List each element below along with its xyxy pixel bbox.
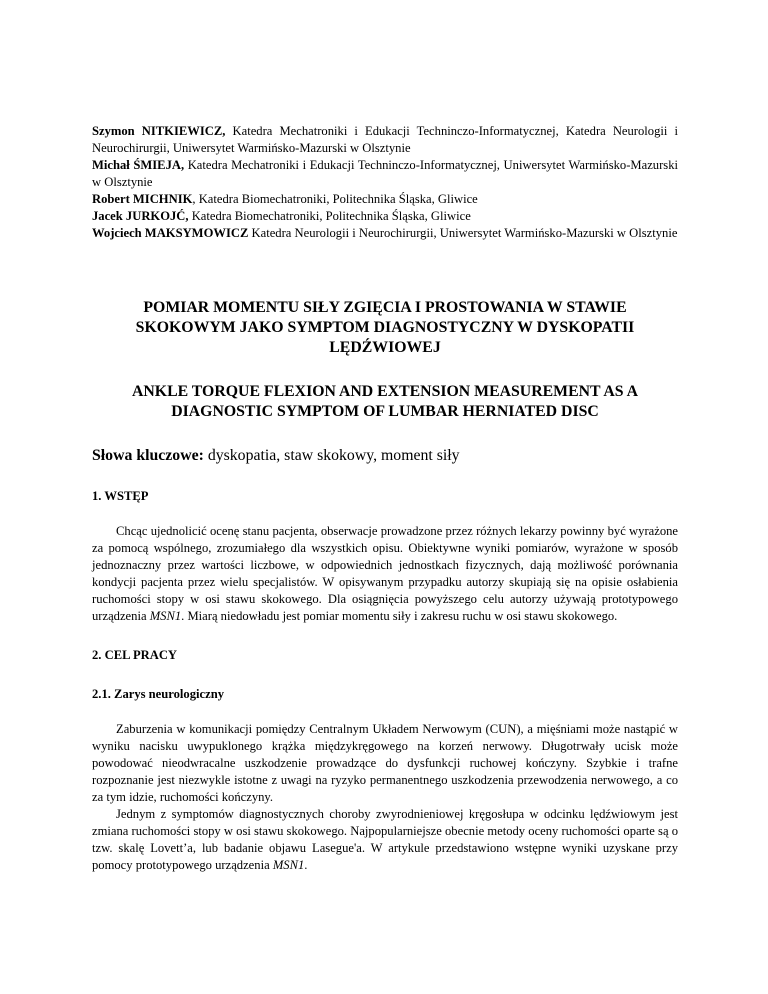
- paragraph-text: Chcąc ujednolicić ocenę stanu pacjenta, obserwacje prowadzone przez różnych lekarzy powinny być wyrażone za pomocą wspólnego, zrozumiałego dla wszystkich opisu. Obiektywne wyniki pomiarów, wyrażone w sposób jednoznaczny przez wartości liczbowe, w odpowiednich jednostkach fizycznych, dają możliwość porównania kondycji pacjenta przez wielu specjalistów. W opisywanym przypadku autorzy skupiają się na opisie osłabienia ruchomości stopy w osi stawu skokowego. Dla osiągnięcia powyższego celu autorzy używają prototypowego urządzenia: [92, 524, 678, 623]
- author-entry: [92, 157, 678, 191]
- paragraph-text: .: [304, 858, 308, 872]
- author-affiliation: Katedra Mechatroniki i Edukacji Techninczo-Informatycznej, Uniwersytet Warmińsko-Mazurski w Olsztynie: [92, 158, 678, 189]
- author-entry: [92, 123, 678, 157]
- keywords-text: dyskopatia, staw skokowy, moment siły: [203, 447, 460, 464]
- author-entry: [92, 225, 678, 242]
- document-page: [92, 123, 678, 874]
- device-name: MSN1: [149, 609, 182, 623]
- author-name: Jacek JURKOJĆ,: [92, 209, 189, 223]
- paragraph-text: . Miarą niedowładu jest pomiar momentu siły i zakresu ruchu w osi stawu skokowego.: [181, 609, 618, 623]
- introduction-paragraph: [92, 523, 678, 625]
- subsection-heading-neurological: 2.1. Zarys neurologiczny: [92, 687, 225, 701]
- author-affiliation: Katedra Neurologii i Neurochirurgii, Uniwersytet Warmińsko-Mazurski w Olsztynie: [248, 226, 678, 240]
- author-name: Robert MICHNIK: [92, 192, 193, 206]
- paper-title-english: ANKLE TORQUE FLEXION AND EXTENSION MEASUREMENT AS A DIAGNOSTIC SYMPTOM OF LUMBAR HERNIATED DISC: [131, 383, 639, 420]
- author-entry: [92, 191, 678, 208]
- paragraph-text: Jednym z symptomów diagnostycznych choroby zwyrodnieniowej kręgosłupa w odcinku lędźwiowym jest zmiana ruchomości stopy w osi stawu skokowego. Najpopularniejsze obecnie metody oceny ruchomości oparte są o tzw. skalę Lovett’a, lub badanie objawu Lasegue'a. W artykule przedstawiono wstępne wyniki uzyskane przy pomocy prototypowego urządzenia: [92, 807, 678, 872]
- paper-title-polish: POMIAR MOMENTU SIŁY ZGIĘCIA I PROSTOWANIA W STAWIE SKOKOWYM JAKO SYMPTOM DIAGNOSTYCZNY W DYSKOPATII LĘDŹWIOWEJ: [135, 299, 635, 356]
- neurological-paragraph: Zaburzenia w komunikacji pomiędzy Centralnym Układem Nerwowym (CUN), a mięśniami może nastąpić w wyniku nacisku uwypuklonego krążka międzykręgowego na korzeń nerwowy. Długotrwały ucisk może powodować nieodwracalne uszkodzenie prowadzące do dysfunkcji ruchowej kończyny. Szybkie i trafne rozpoznanie jest niezwykle istotne z uwagi na ryzyko permanentnego uszkodzenia przewodzenia nerwowego, a co za tym idzie, ruchomości kończyny.: [92, 722, 678, 804]
- author-name: Szymon NITKIEWICZ,: [92, 124, 226, 138]
- author-entry: [92, 208, 678, 225]
- keywords-line: [92, 446, 678, 466]
- device-name: MSN1: [272, 858, 305, 872]
- section-heading-aim: 2. CEL PRACY: [92, 648, 178, 662]
- neurological-paragraph: [92, 806, 678, 874]
- keywords-label: Słowa kluczowe:: [92, 447, 204, 464]
- author-name: Michał ŚMIEJA,: [92, 158, 185, 172]
- author-affiliation: , Katedra Biomechatroniki, Politechnika Śląska, Gliwice: [192, 192, 478, 206]
- author-list: [92, 123, 678, 242]
- author-affiliation: Katedra Mechatroniki i Edukacji Techninczo-Informatycznej, Katedra Neurologii i Neurochirurgii, Uniwersytet Warmińsko-Mazurski w Olsztynie: [92, 124, 678, 155]
- author-affiliation: Katedra Biomechatroniki, Politechnika Śląska, Gliwice: [188, 209, 471, 223]
- author-name: Wojciech MAKSYMOWICZ: [92, 226, 249, 240]
- section-heading-introduction: 1. WSTĘP: [92, 489, 149, 503]
